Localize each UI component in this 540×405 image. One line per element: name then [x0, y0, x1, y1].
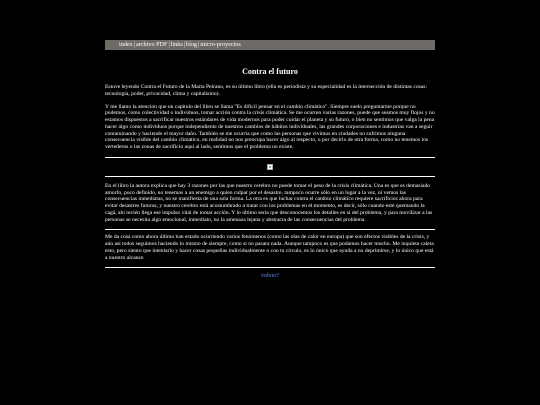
- reasons-paragraph: En el libro la autora explica que hay 3 razones por las que nuestro cerebro no puede tomar el peso de la crisis climática. Una es que es demasiado amorfo, poco definido, no tenemos a un enemigo a quien culpar por el desastre, tampoco ocurre sólo en un lugar a la vez, ni vemos las consecuencias inmediatas, no se manifiesta de una sola forma. La otra es que luchar contra el cambio climático requiere sacrificios ahora para evitar desastres futuros, y nuestro cerebro está acostumbrado a tratar con los problemas en el momento, es decir, sólo cuando esté quemando la cagá, ahí recién llega ese impulso vital de tomar acción. Y lo último sería que desconocemos los detalles en sí del problema, y para movilizar a las personas se necesita algo emocional, inmediato, no la amenaza lejana y abstracta de las consecuencias del problema.: [105, 182, 433, 223]
- chapter-paragraph: Y me llamo la atencion que un capitulo del libro se llama "Es difícil pensar en el cambio climático". Siempre suelo preguntarme porque no podemos, como colectividad o individuos, tomar acción contra la crisis climática. Se me ocurren varias razones, puede que seamos muy flojos y no estamos dispuestos a sacrificar nuestros estándares de vida modernos para poder cuidar el planeta y su futuro, o bien no sentimos que valga la pena hacer algo como individuos porque independiente de nuestros cambios de hábitos individuales, las grandes corporaciones e industrias van a seguir contaminando y haciendo el mayor daño. También se me ocurría que como las personas que vivimos en ciudades no sufrimos ninguna consecuencia visible del cambio climático, en realidad no nos preocupa hacer algo al respecto, o por decirlo de otra forma, como no tenemos los vertederos o las zonas de sacrificio aquí al lado, sentimos que el problema no existe.: [105, 103, 435, 150]
- page-container: [105, 40, 435, 279]
- divider: [105, 267, 435, 268]
- nav-link-links[interactable]: links: [170, 41, 183, 48]
- back-link-row: [105, 273, 435, 279]
- intro-paragraph: Estuve leyendo Contra el Futuro de la Marta Peirano, es su último libro (ella es periodista y su especialidad es la intersección de distintas cosas: tecnología, poder, privacidad, clima y capitalismo).: [105, 84, 428, 97]
- divider: [105, 157, 435, 158]
- divider: [105, 229, 435, 230]
- nav-separator: |: [133, 41, 135, 48]
- broken-image-icon: [267, 164, 273, 170]
- nav-link-blog[interactable]: blog: [186, 41, 198, 48]
- page-title: Contra el futuro: [242, 67, 298, 76]
- back-link[interactable]: volver?: [261, 273, 279, 280]
- top-navigation: [105, 40, 435, 50]
- image-row: [105, 161, 435, 173]
- nav-link-index[interactable]: index: [119, 41, 133, 48]
- nav-link-micro-proyectos[interactable]: micro-proyectos: [200, 41, 241, 48]
- divider: [105, 176, 435, 177]
- nav-separator: |: [198, 41, 200, 48]
- nav-separator: |: [183, 41, 185, 48]
- nav-separator: |: [168, 41, 170, 48]
- nav-link-archivo-pdf[interactable]: archivo PDF: [136, 41, 168, 48]
- closing-paragraph: Me da cosa como ahora último han estado ocurriendo varios fenómenos (como las olas de calor en europa) que son efectos visibles de la crisis, y aún así todos seguimos haciendo lo mismo de siempre, como si no pasara nada. Aunque tampoco es que podamos hacer mucho. Me inquieta caleta esto, pero siento que intentarlo y hacer cosas pequeñas individualmente o con tu círculo, es lo único que ayuda a no deprimirse, y lo único que está a nuestro alcance: [105, 234, 434, 261]
